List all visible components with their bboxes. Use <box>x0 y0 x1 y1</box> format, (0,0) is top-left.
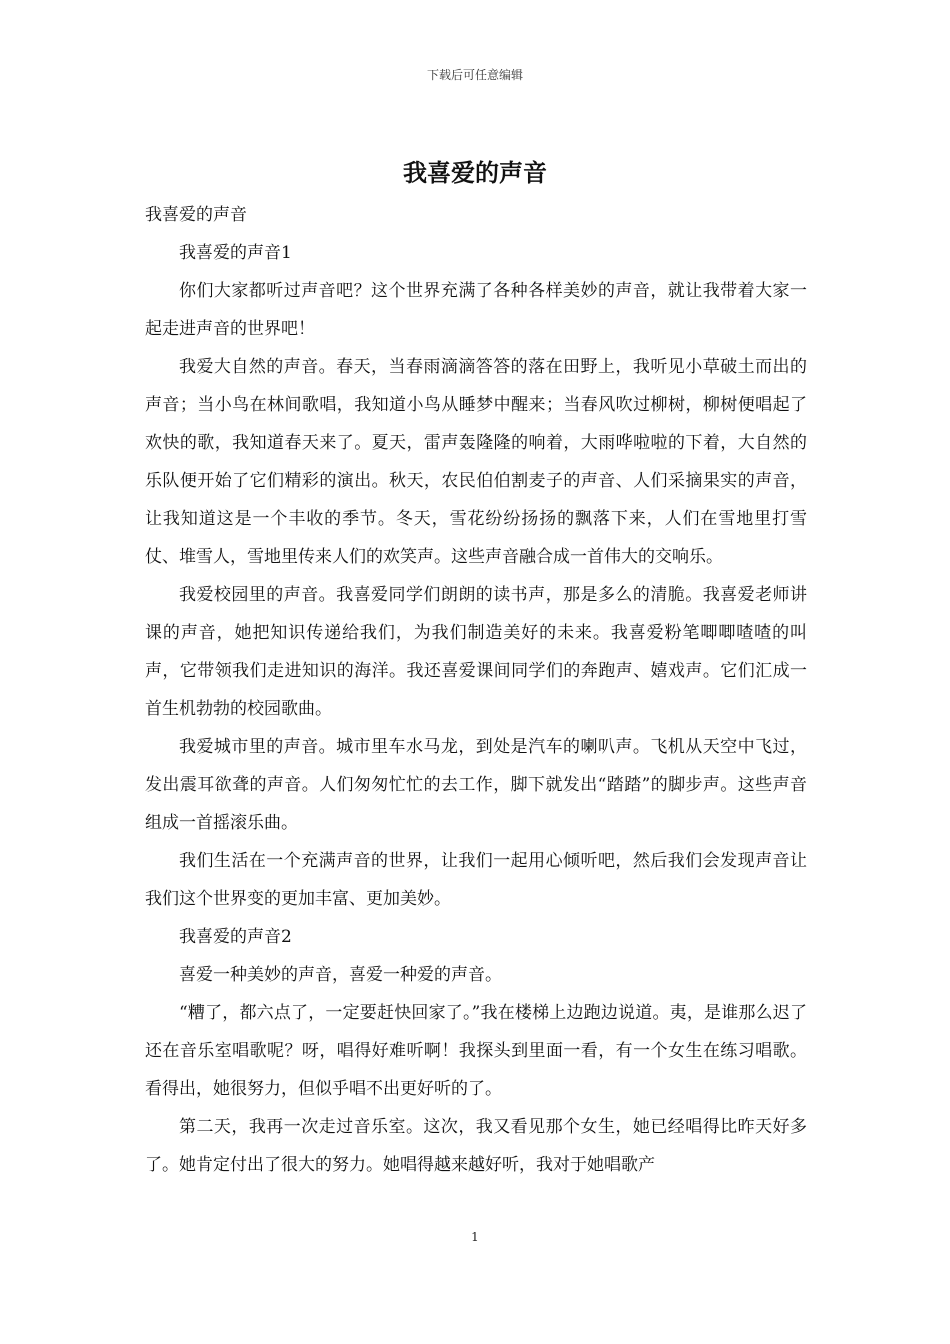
paragraph: 喜爱一种美妙的声音，喜爱一种爱的声音。 <box>179 965 502 985</box>
paragraph: “糟了，都六点了，一定要赶快回家了。”我在楼梯上边跑边说道。夷，是谁那么迟了还在音乐室唱歌呢？呀，唱得好难听啊！我探头到里面一看，有一个女生在练习唱歌。看得出，她很努力，但似乎唱不出更好听的了。 <box>145 1003 807 1099</box>
paragraph: 我们生活在一个充满声音的世界，让我们一起用心倾听吧，然后我们会发现声音让我们这个世界变的更加丰富、更加美妙。 <box>145 851 807 909</box>
paragraph: 我喜爱的声音 <box>145 205 247 225</box>
paragraph: 第二天，我再一次走过音乐室。这次，我又看见那个女生，她已经唱得比昨天好多了。她肯定付出了很大的努力。她唱得越来越好听，我对于她唱歌产 <box>145 1117 807 1175</box>
paragraph: 我喜爱的声音2 <box>179 927 292 947</box>
page-number: 1 <box>471 1230 479 1244</box>
document-title: 我喜爱的声音 <box>403 159 547 187</box>
header-note: 下载后可任意编辑 <box>426 68 523 82</box>
paragraph: 你们大家都听过声音吧？这个世界充满了各种各样美妙的声音，就让我带着大家一起走进声音的世界吧！ <box>145 281 807 339</box>
document-body <box>145 196 807 1184</box>
paragraph: 我喜爱的声音1 <box>179 243 292 263</box>
paragraph: 我爱大自然的声音。春天，当春雨滴滴答答的落在田野上，我听见小草破土而出的声音；当小鸟在林间歌唱，我知道小鸟从睡梦中醒来；当春风吹过柳树，柳树便唱起了欢快的歌，我知道春天来了。夏天，雷声轰隆隆的响着，大雨哗啦啦的下着，大自然的乐队便开始了它们精彩的演出。秋天，农民伯伯割麦子的声音、人们采摘果实的声音，让我知道这是一个丰收的季节。冬天，雪花纷纷扬扬的飘落下来，人们在雪地里打雪仗、堆雪人，雪地里传来人们的欢笑声。这些声音融合成一首伟大的交响乐。 <box>145 357 807 567</box>
paragraph: 我爱校园里的声音。我喜爱同学们朗朗的读书声，那是多么的清脆。我喜爱老师讲课的声音，她把知识传递给我们，为我们制造美好的未来。我喜爱粉笔唧唧喳喳的叫声，它带领我们走进知识的海洋。我还喜爱课间同学们的奔跑声、嬉戏声。它们汇成一首生机勃勃的校园歌曲。 <box>145 585 807 719</box>
paragraph: 我爱城市里的声音。城市里车水马龙，到处是汽车的喇叭声。飞机从天空中飞过，发出震耳欲聋的声音。人们匆匆忙忙的去工作，脚下就发出“踏踏”的脚步声。这些声音组成一首摇滚乐曲。 <box>145 737 807 833</box>
